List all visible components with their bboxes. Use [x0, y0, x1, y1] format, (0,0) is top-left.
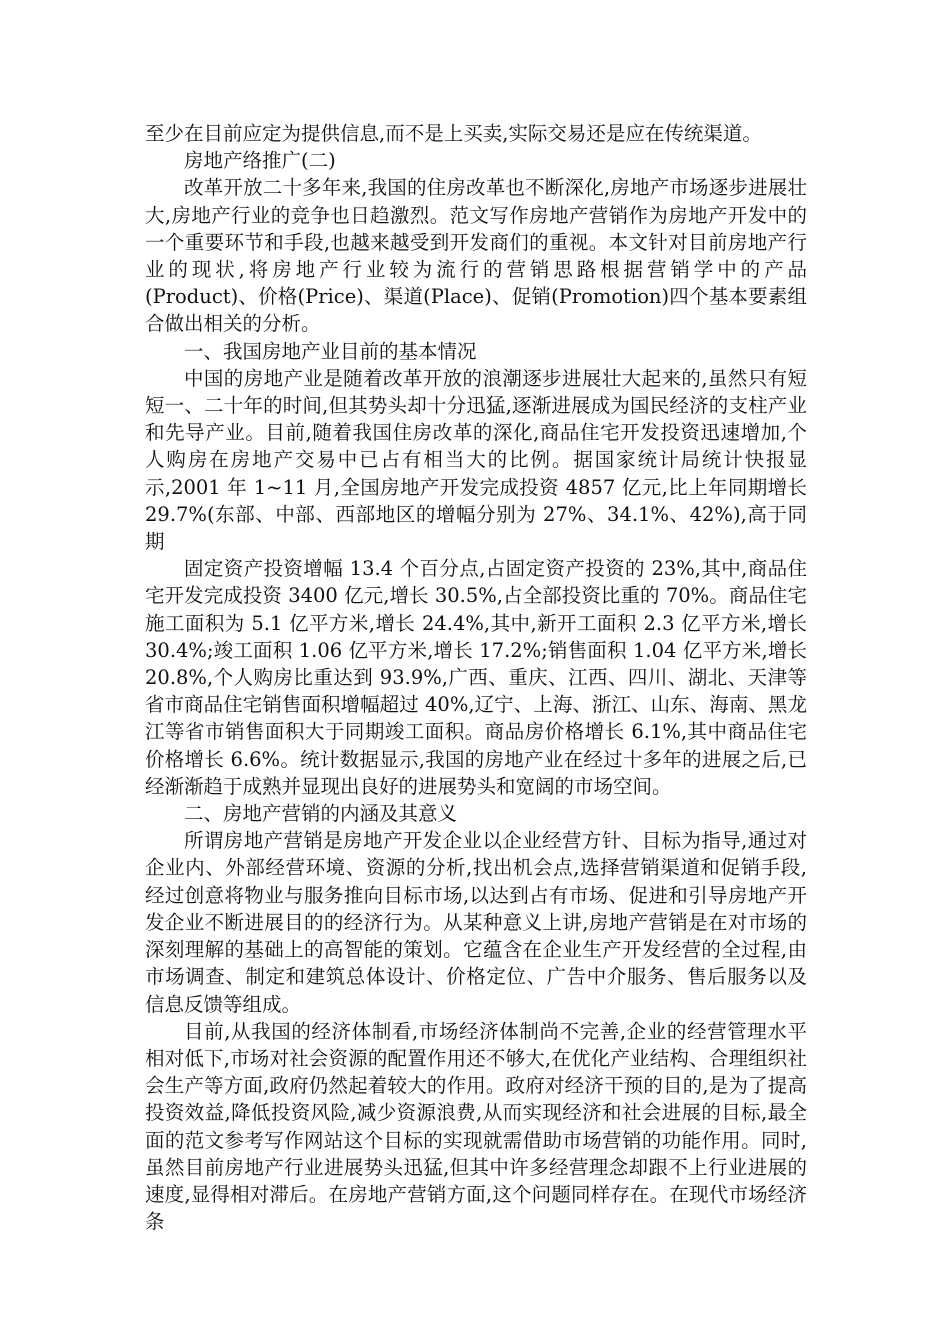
- paragraph-marketing-definition: 所谓房地产营销是房地产开发企业以企业经营方针、目标为指导,通过对企业内、外部经营环境、资源的分析,找出机会点,选择营销渠道和促销手段,经过创意将物业与服务推向目标市场,以达到占有市场、促进和引导房地产开发企业不断进展目的的经济行为。从某种意义上讲,房地产营销是在对市场的深刻理解的基础上的高智能的策划。它蕴含在企业生产开发经营的全过程,由市场调查、制定和建筑总体设计、价格定位、广告中介服务、售后服务以及信息反馈等组成。: [145, 829, 807, 1016]
- section-heading-basic-situation: 一、我国房地产业目前的基本情况: [184, 339, 477, 363]
- document-page: [145, 120, 807, 1235]
- paragraph-investment-statistics: 固定资产投资增幅 13.4 个百分点,占固定资产投资的 23%,其中,商品住宅开发完成投资 3400 亿元,增长 30.5%,占全部投资比重的 70%。商品住宅施工面积为 5.1 亿平方米,增长 24.4%,其中,新开工面积 2.3 亿平方米,增长 30.4%;竣工面积 1.06 亿平方米,增长 17.2%;销售面积 1.04 亿平方米,增长 20.8%,个人购房比重达到 93.9%,广西、重庆、江西、四川、湖北、天津等省市商品住宅销售面积增幅超过 40%,辽宁、上海、浙江、山东、海南、黑龙江等省市销售面积大于同期竣工面积。商品房价格增长 6.1%,其中商品住宅价格增长 6.6%。统计数据显示,我国的房地产业在经过十多年的进展之后,已经渐渐趋于成熟并显现出良好的进展势头和宽阔的市场空间。: [145, 557, 807, 798]
- paragraph-industry-growth: 中国的房地产业是随着改革开放的浪潮逐步进展壮大起来的,虽然只有短短一、二十年的时间,但其势头却十分迅猛,逐渐进展成为国民经济的支柱产业和先导产业。目前,随着我国住房改革的深化,商品住宅开发投资迅速增加,个人购房在房地产交易中已占有相当大的比例。据国家统计局统计快报显示,2001 年 1~11 月,全国房地产开发完成投资 4857 亿元,比上年同期增长 29.7%(东部、中部、西部地区的增幅分别为 27%、34.1%、42%),高于同期: [145, 366, 807, 554]
- paragraph-intro: 改革开放二十多年来,我国的住房改革也不断深化,房地产市场逐步进展壮大,房地产行业的竞争也日趋激烈。范文写作房地产营销作为房地产开发中的一个重要环节和手段,也越来越受到开发商们的重视。本文针对目前房地产行业的现状,将房地产行业较为流行的营销思路根据营销学中的产品(Product)、价格(Price)、渠道(Place)、促销(Promotion)四个基本要素组合做出相关的分析。: [145, 176, 807, 336]
- paragraph-economic-system: 目前,从我国的经济体制看,市场经济体制尚不完善,企业的经营管理水平相对低下,市场对社会资源的配置作用还不够大,在优化产业结构、合理组织社会生产等方面,政府仍然起着较大的作用。政府对经济干预的目的,是为了提高投资效益,降低投资风险,减少资源浪费,从而实现经济和社会进展的目标,最全面的范文参考写作网站这个目标的实现就需借助市场营销的功能作用。同时,虽然目前房地产行业进展势头迅猛,但其中许多经营理念却跟不上行业进展的速度,显得相对滞后。在房地产营销方面,这个问题同样存在。在现代市场经济条: [145, 1019, 807, 1234]
- paragraph-continuation: 至少在目前应定为提供信息,而不是上买卖,实际交易还是应在传统渠道。: [145, 122, 762, 145]
- section-heading-marketing-meaning: 二、房地产营销的内涵及其意义: [184, 802, 458, 826]
- section-title-network-promotion: 房地产络推广(二): [184, 149, 336, 173]
